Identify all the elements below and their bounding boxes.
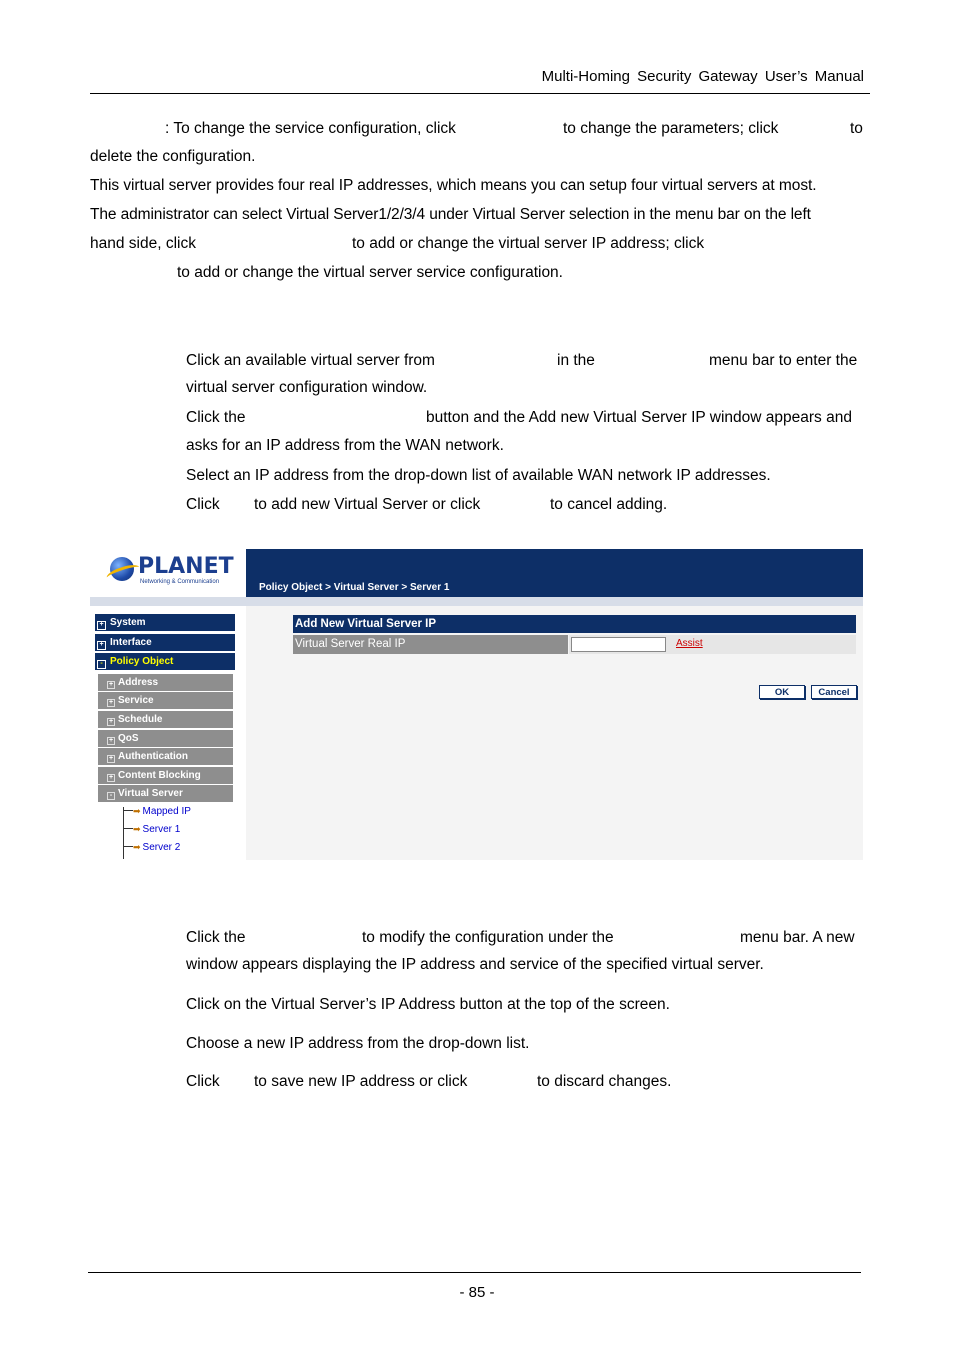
- submenu-label: Virtual Server: [118, 788, 183, 799]
- step-text: button and the Add new Virtual Server IP window appears and: [426, 409, 852, 426]
- page-number: - 85 -: [459, 1284, 495, 1301]
- menu-system[interactable]: [95, 614, 235, 631]
- text-line: The administrator can select Virtual Server1/2/3/4 under Virtual Server selection in the menu bar on the left: [90, 206, 811, 223]
- submenu-authentication[interactable]: [98, 748, 233, 765]
- expand-icon: +: [97, 621, 106, 630]
- text-line: delete the configuration.: [90, 148, 256, 165]
- step-text: Select an IP address from the drop-down list of available WAN network IP addresses.: [186, 467, 771, 484]
- ok-button[interactable]: OK: [759, 685, 805, 699]
- tree-label: Server 1: [142, 824, 181, 835]
- top-banner: [246, 549, 863, 597]
- tree-item-mapped-ip[interactable]: [123, 806, 191, 817]
- assist-link[interactable]: Assist: [676, 638, 703, 649]
- submenu-address[interactable]: [98, 674, 233, 691]
- step-text: to modify the configuration under the: [362, 929, 614, 946]
- submenu-label: Content Blocking: [118, 770, 201, 781]
- menu-policy-object[interactable]: [95, 653, 235, 670]
- collapse-icon: -: [97, 660, 106, 669]
- footer-divider: [88, 1272, 861, 1273]
- ui-screenshot: [90, 549, 863, 860]
- planet-logo: [90, 549, 246, 597]
- step-text: in the: [557, 352, 595, 369]
- step-text: asks for an IP address from the WAN network.: [186, 437, 504, 454]
- text-line: This virtual server provides four real IP addresses, which means you can setup four virtual servers at most.: [90, 177, 817, 194]
- real-ip-input[interactable]: [571, 637, 666, 652]
- text-line: : To change the service configuration, click: [165, 120, 456, 137]
- logo-subtitle: Networking & Communication: [140, 579, 220, 585]
- tree-item-server-2[interactable]: [123, 842, 180, 853]
- submenu-label: Service: [118, 695, 154, 706]
- arrow-right-icon: ➡: [133, 824, 141, 834]
- step-text: to cancel adding.: [550, 496, 668, 513]
- submenu-service[interactable]: [98, 692, 233, 709]
- submenu-schedule[interactable]: [98, 711, 233, 728]
- submenu-label: Authentication: [118, 751, 188, 762]
- collapse-icon: -: [107, 792, 115, 800]
- tree-label: Server 2: [142, 842, 181, 853]
- step-text: to save new IP address or click: [254, 1073, 468, 1090]
- field-value-cell: [569, 635, 856, 654]
- text-line: hand side, click: [90, 235, 196, 252]
- step-text: to add new Virtual Server or click: [254, 496, 481, 513]
- menu-label: Policy Object: [110, 656, 174, 667]
- arrow-right-icon: ➡: [133, 842, 141, 852]
- menu-label: System: [110, 617, 146, 628]
- submenu-label: Schedule: [118, 714, 163, 725]
- expand-icon: +: [108, 699, 114, 706]
- arrow-right-icon: ➡: [133, 806, 141, 816]
- form-header: Add New Virtual Server IP: [293, 615, 856, 633]
- step-text: Click on the Virtual Server’s IP Address button at the top of the screen.: [186, 996, 670, 1013]
- breadcrumb: Policy Object > Virtual Server > Server 1: [259, 582, 450, 593]
- submenu-qos[interactable]: [98, 730, 233, 747]
- text-line: to: [850, 120, 863, 137]
- step-text: to discard changes.: [537, 1073, 672, 1090]
- submenu-content-blocking[interactable]: [98, 767, 233, 784]
- step-text: Click the: [186, 409, 246, 426]
- expand-icon: +: [108, 737, 114, 744]
- field-label: Virtual Server Real IP: [293, 635, 568, 654]
- step-text: Click: [186, 1073, 220, 1090]
- text-line: to add or change the virtual server service configuration.: [177, 264, 563, 281]
- text-line: to change the parameters; click: [563, 120, 779, 137]
- logo-text: PLANET: [138, 554, 234, 579]
- submenu-label: QoS: [118, 733, 139, 744]
- expand-icon: +: [97, 641, 106, 650]
- step-text: Click an available virtual server from: [186, 352, 435, 369]
- submenu-label: Address: [118, 677, 159, 688]
- manual-title: Multi-Homing Security Gateway User’s Manual: [541, 68, 864, 85]
- text-line: to add or change the virtual server IP address; click: [352, 235, 705, 252]
- step-text: virtual server configuration window.: [186, 379, 428, 396]
- step-text: Choose a new IP address from the drop-down list.: [186, 1035, 530, 1052]
- expand-icon: +: [108, 755, 114, 762]
- step-text: window appears displaying the IP address and service of the specified virtual server.: [186, 956, 764, 973]
- expand-icon: +: [108, 681, 114, 688]
- menu-label: Interface: [110, 637, 152, 648]
- expand-icon: +: [108, 774, 114, 781]
- header-divider: [90, 93, 870, 94]
- tree-item-server-1[interactable]: [123, 824, 180, 835]
- submenu-virtual-server[interactable]: [98, 785, 233, 802]
- step-text: Click the: [186, 929, 246, 946]
- expand-icon: +: [108, 718, 114, 725]
- tree-label: Mapped IP: [142, 806, 191, 817]
- banner-strip: [90, 597, 863, 606]
- menu-interface[interactable]: [95, 634, 235, 651]
- cancel-button[interactable]: Cancel: [811, 685, 857, 699]
- step-text: menu bar to enter the: [709, 352, 858, 369]
- step-text: menu bar. A new: [740, 929, 855, 946]
- step-text: Click: [186, 496, 220, 513]
